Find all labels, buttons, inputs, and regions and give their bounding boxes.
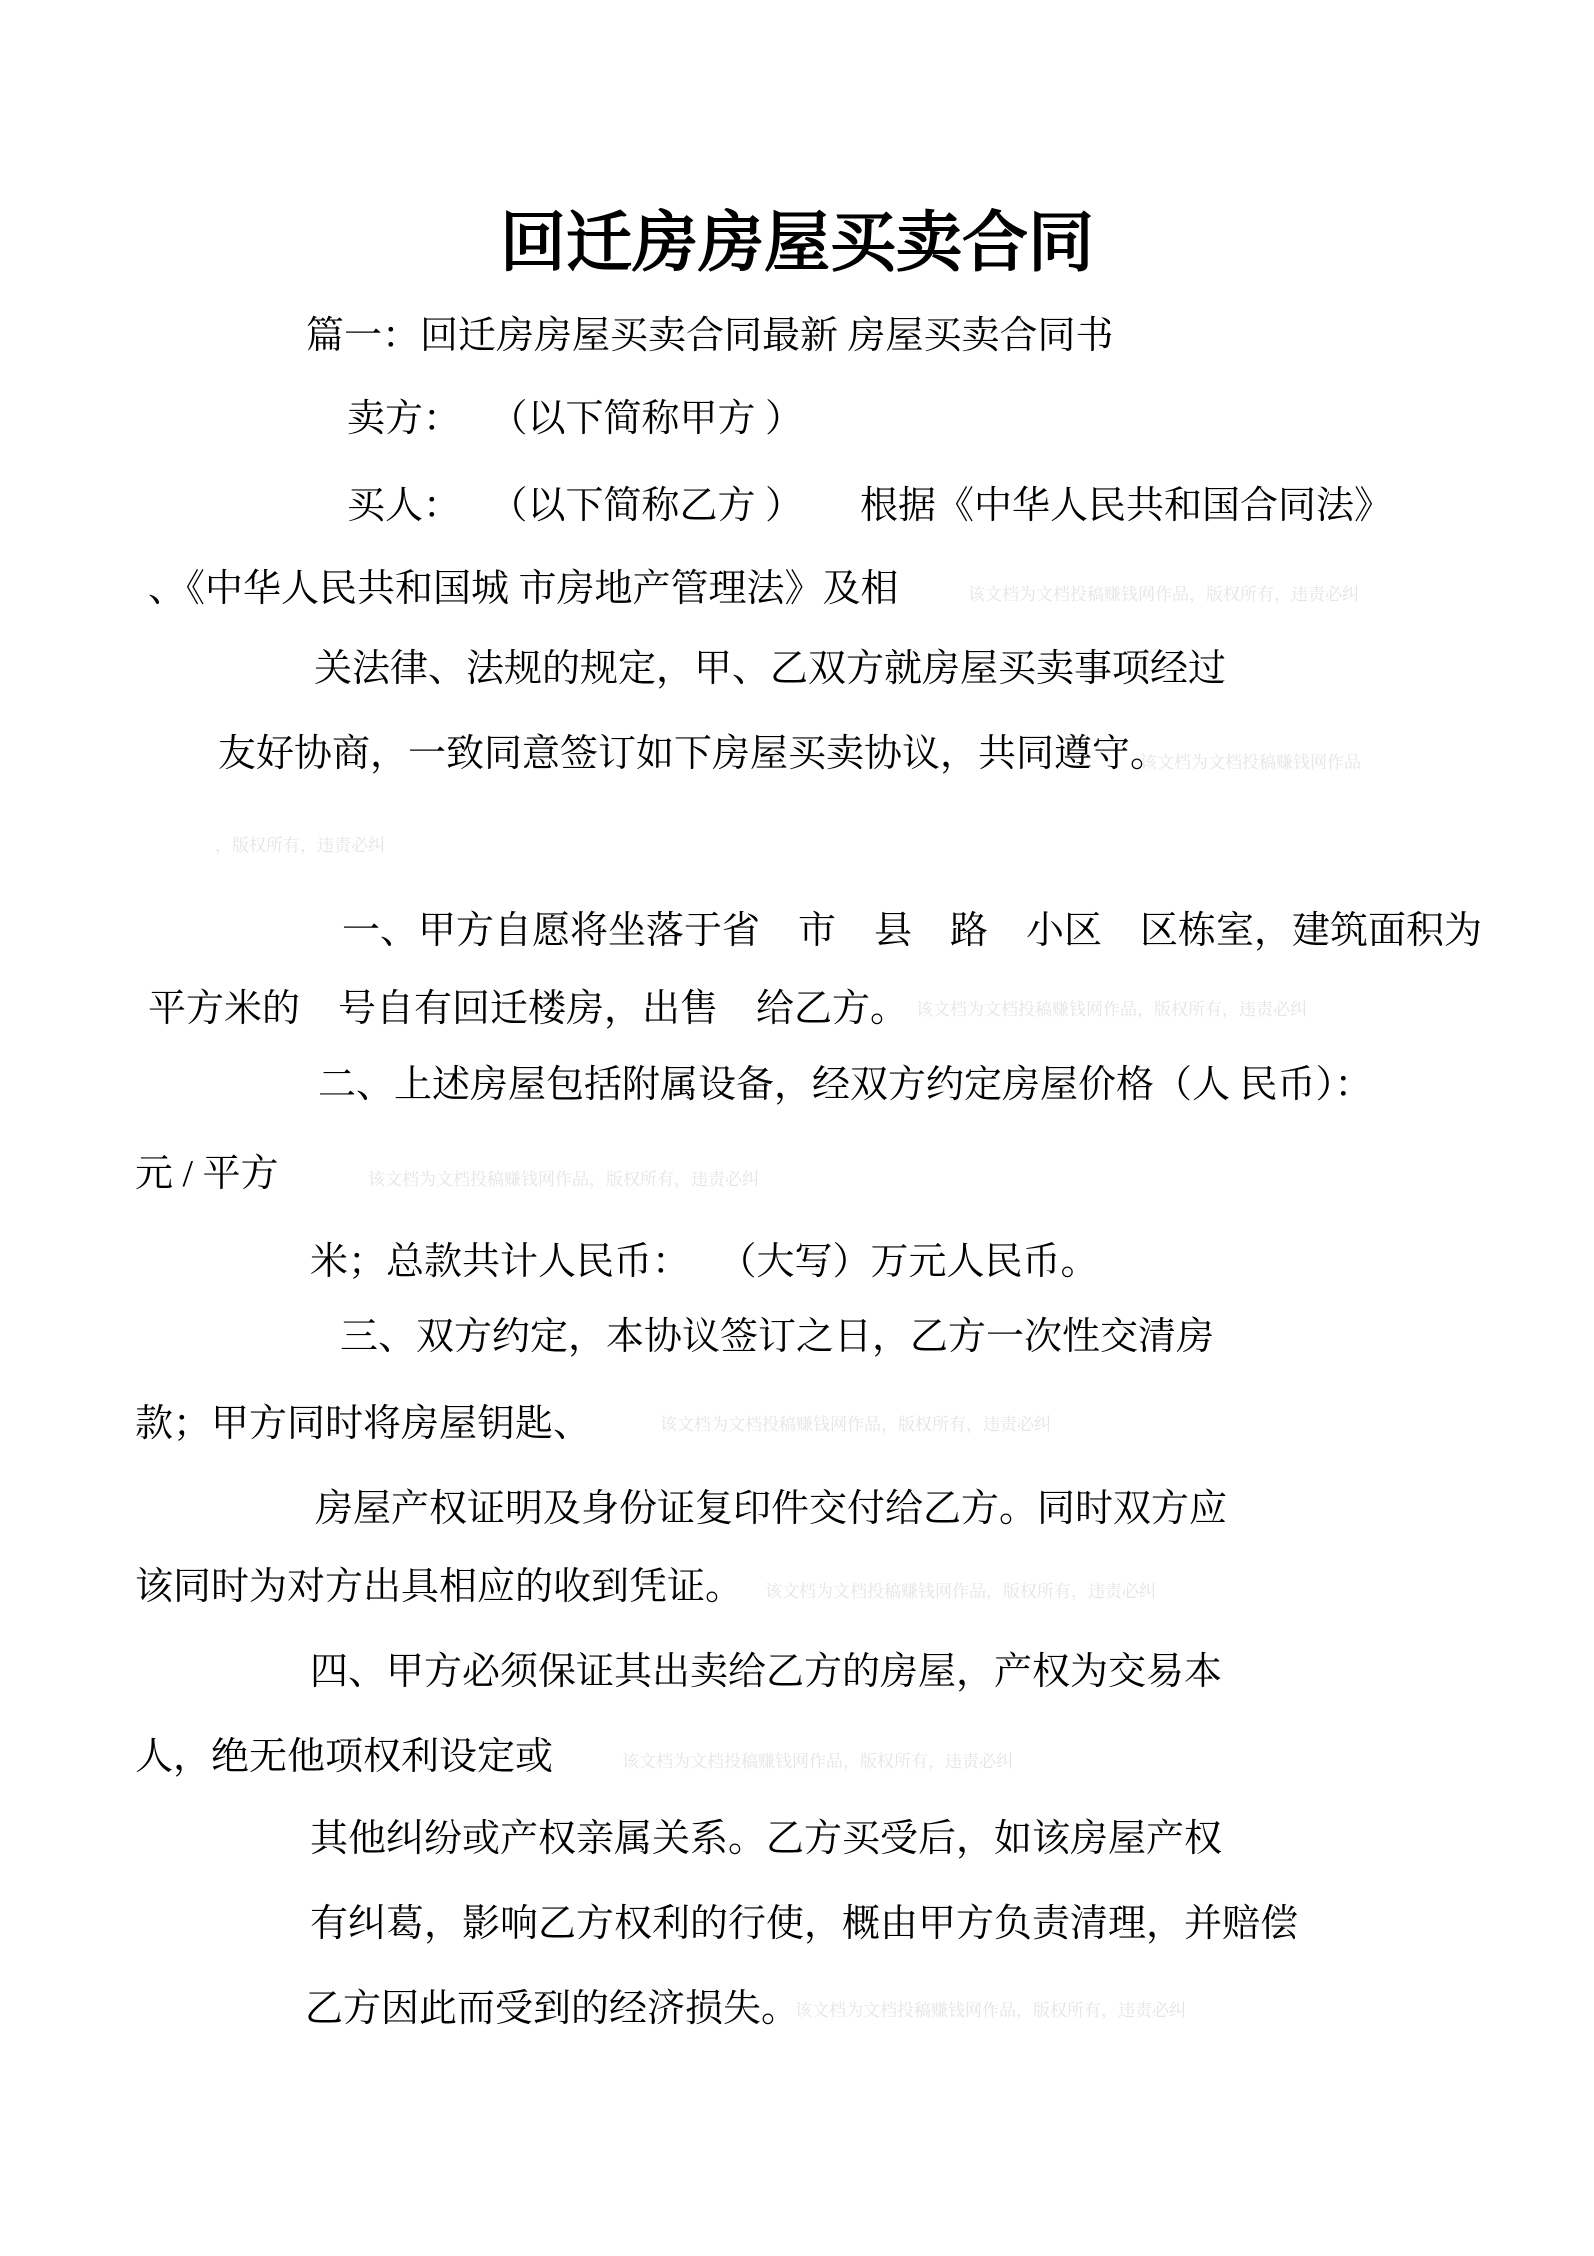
paragraph-line: 米；总款共计人民币： （大写）万元人民币。 <box>310 1241 1099 1283</box>
paragraph-line: 关法律、法规的规定，甲、乙双方就房屋买卖事项经过 <box>314 648 1227 690</box>
paragraph-line: 篇一：回迁房房屋买卖合同最新 房屋买卖合同书 <box>306 315 1114 357</box>
paragraph-line: 乙方因此而受到的经济损失。 <box>305 1988 800 2030</box>
watermark: 该文档为文档投稿赚钱网作品 <box>1140 753 1361 772</box>
paragraph-line: 友好协商，一致同意签订如下房屋买卖协议，共同遵守。 <box>218 733 1169 775</box>
paragraph-line: 卖方： （以下简称甲方 ） <box>347 398 804 440</box>
watermark: 该文档为文档投稿赚钱网作品，版权所有，违责必纠 <box>916 1000 1307 1019</box>
watermark: ，版权所有，违责必纠 <box>215 836 385 855</box>
watermark: 该文档为文档投稿赚钱网作品，版权所有，违责必纠 <box>765 1582 1156 1601</box>
paragraph-line: 该同时为对方出具相应的收到凭证。 <box>135 1566 744 1608</box>
paragraph-line: 房屋产权证明及身份证复印件交付给乙方。同时双方应 <box>315 1488 1228 1530</box>
paragraph-line: 一、甲方自愿将坐落于省 市 县 路 小区 区栋室，建筑面积为 <box>342 910 1483 952</box>
doc-title: 回迁房房屋买卖合同 <box>500 205 1094 279</box>
watermark: 该文档为文档投稿赚钱网作品，版权所有，违责必纠 <box>795 2001 1186 2020</box>
paragraph-line: 平方米的 号自有回迁楼房，出售 给乙方。 <box>148 988 909 1030</box>
watermark: 该文档为文档投稿赚钱网作品，版权所有，违责必纠 <box>968 585 1359 604</box>
paragraph-line: 二、上述房屋包括附属设备，经双方约定房屋价格（人 民币）： <box>318 1064 1373 1106</box>
paragraph-line: 有纠葛，影响乙方权利的行使，概由甲方负责清理，并赔偿 <box>310 1903 1299 1945</box>
paragraph-line: 其他纠纷或产权亲属关系。乙方买受后，如该房屋产权 <box>310 1818 1223 1860</box>
paragraph-line: 人，绝无他项权利设定或 <box>135 1736 554 1778</box>
paragraph-line: 款；甲方同时将房屋钥匙、 <box>135 1403 592 1445</box>
paragraph-line: 四、甲方必须保证其出卖给乙方的房屋，产权为交易本 <box>310 1651 1223 1693</box>
paragraph-line: 、《中华人民共和国城 市房地产管理法》及相 <box>148 568 899 610</box>
watermark: 该文档为文档投稿赚钱网作品，版权所有，违责必纠 <box>368 1170 759 1189</box>
watermark: 该文档为文档投稿赚钱网作品，版权所有，违责必纠 <box>660 1415 1051 1434</box>
paragraph-line: 买人： （以下简称乙方 ） 根据《中华人民共和国合同法》 <box>347 485 1393 527</box>
watermark: 该文档为文档投稿赚钱网作品，版权所有，违责必纠 <box>622 1752 1013 1771</box>
paragraph-line: 三、双方约定，本协议签订之日，乙方一次性交清房 <box>340 1316 1215 1358</box>
paragraph-line: 元 / 平方 <box>135 1153 279 1195</box>
